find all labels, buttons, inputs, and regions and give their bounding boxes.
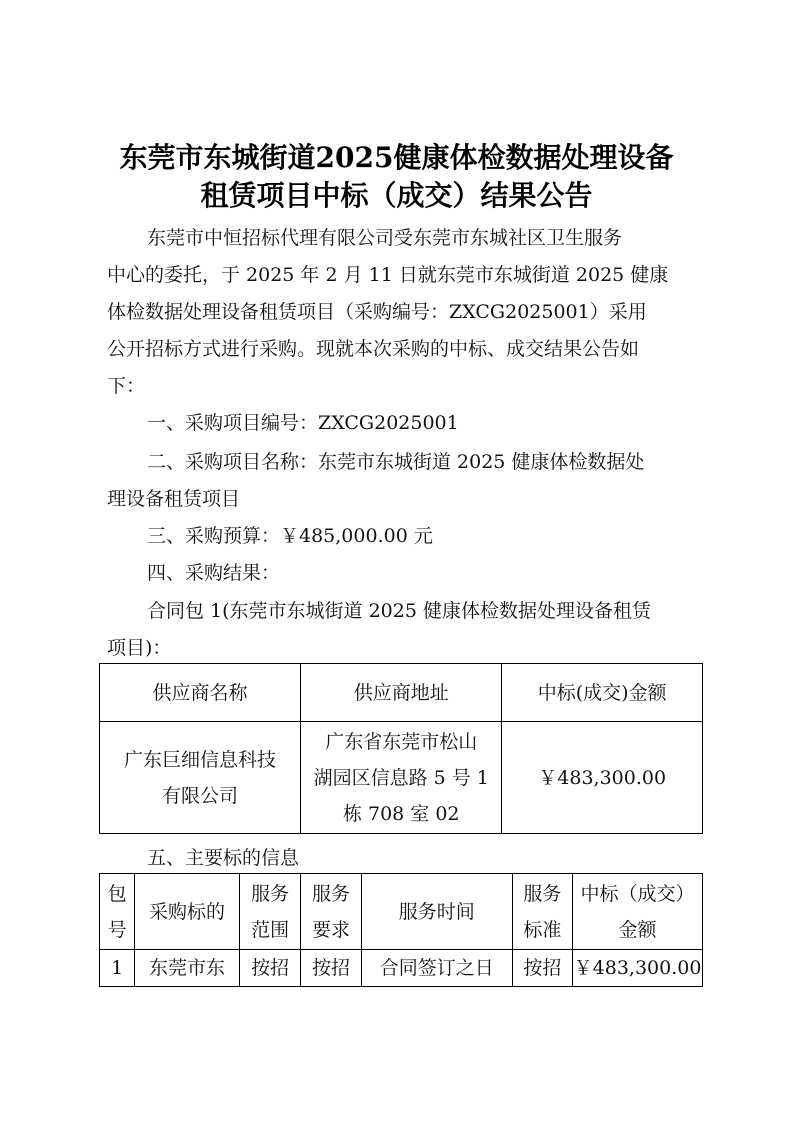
cell-line: 标准	[523, 918, 562, 941]
standard-cell: 按招	[512, 950, 572, 987]
contract-text: 合同包 1(东莞市东城街道 2025 健康体检数据处理设备租赁	[147, 600, 651, 622]
table-row	[100, 722, 703, 834]
award-amount-cell: ￥483,300.00	[502, 722, 703, 834]
subject-cell: 东莞市东	[135, 950, 240, 987]
scope-cell: 按招	[239, 950, 300, 987]
intro-line: 东莞市中恒招标代理有限公司受东莞市东城社区卫生服务	[147, 227, 623, 249]
intro-line: 下：	[107, 375, 146, 397]
requirement-cell: 按招	[301, 950, 361, 987]
package-no-cell: 1	[100, 950, 135, 987]
supplier-name-cell	[100, 722, 301, 834]
cell-line: 号	[107, 918, 127, 941]
item-text: 理设备租赁项目	[107, 488, 241, 510]
item-text: 四、采购结果：	[147, 562, 281, 584]
header-subject: 采购标的	[135, 874, 240, 950]
header-award-amount	[573, 874, 703, 950]
cell-line: 栋 708 室 02	[342, 802, 460, 825]
table-header-row	[100, 874, 703, 950]
contract-package	[107, 593, 707, 667]
header-service-standard	[512, 874, 572, 950]
table-row	[100, 950, 703, 987]
header-service-scope	[239, 874, 300, 950]
cell-line: 服务	[312, 882, 351, 905]
supplier-address-cell	[301, 722, 502, 834]
item-project-name	[107, 444, 707, 518]
cell-line: 范围	[251, 918, 290, 941]
cell-line: 要求	[312, 918, 351, 941]
item-text: 三、采购预算：￥485,000.00 元	[147, 525, 433, 547]
header-service-requirement	[301, 874, 361, 950]
item-text: 一、采购项目编号：ZXCG2025001	[147, 412, 459, 434]
cell-line: 服务	[523, 882, 562, 905]
cell-line: 有限公司	[162, 784, 239, 807]
contract-text: 项目)：	[107, 637, 172, 659]
cell-line: 广东省东莞市松山	[325, 730, 478, 753]
table-header-row	[100, 664, 703, 722]
intro-line: 公开招标方式进行采购。现就本次采购的中标、成交结果公告如	[107, 338, 640, 360]
cell-line: 广东巨细信息科技	[124, 748, 277, 771]
header-service-time: 服务时间	[361, 874, 512, 950]
item-budget	[107, 518, 707, 555]
cell-line: 中标（成交）	[580, 882, 695, 905]
intro-paragraph	[107, 220, 707, 405]
title-line-1: 东莞市东城街道2025健康体检数据处理设备	[119, 141, 674, 174]
cell-line: 湖园区信息路 5 号 1	[313, 766, 489, 789]
amount-cell: ￥483,300.00	[573, 950, 703, 987]
cell-line: 金额	[618, 918, 657, 941]
cell-line: 服务	[251, 882, 290, 905]
section-heading: 五、主要标的信息	[147, 847, 300, 869]
item-result	[107, 555, 707, 592]
intro-line: 中心的委托，于 2025 年 2 月 11 日就东莞市东城街道 2025 健康	[107, 264, 669, 286]
item-project-number	[107, 405, 707, 442]
supplier-table	[99, 663, 703, 834]
section-main-subject	[107, 840, 707, 877]
time-cell: 合同签订之日	[361, 950, 512, 987]
header-supplier-name: 供应商名称	[100, 664, 301, 722]
title-line-2: 租赁项目中标（成交）结果公告	[200, 179, 593, 212]
header-award-amount: 中标(成交)金额	[502, 664, 703, 722]
header-supplier-address: 供应商地址	[301, 664, 502, 722]
item-text: 二、采购项目名称：东莞市东城街道 2025 健康体检数据处	[147, 451, 645, 473]
cell-line: 包	[107, 882, 127, 905]
intro-line: 体检数据处理设备租赁项目（采购编号：ZXCG2025001）采用	[107, 301, 647, 323]
main-subject-table	[99, 873, 703, 987]
header-package-no	[100, 874, 135, 950]
